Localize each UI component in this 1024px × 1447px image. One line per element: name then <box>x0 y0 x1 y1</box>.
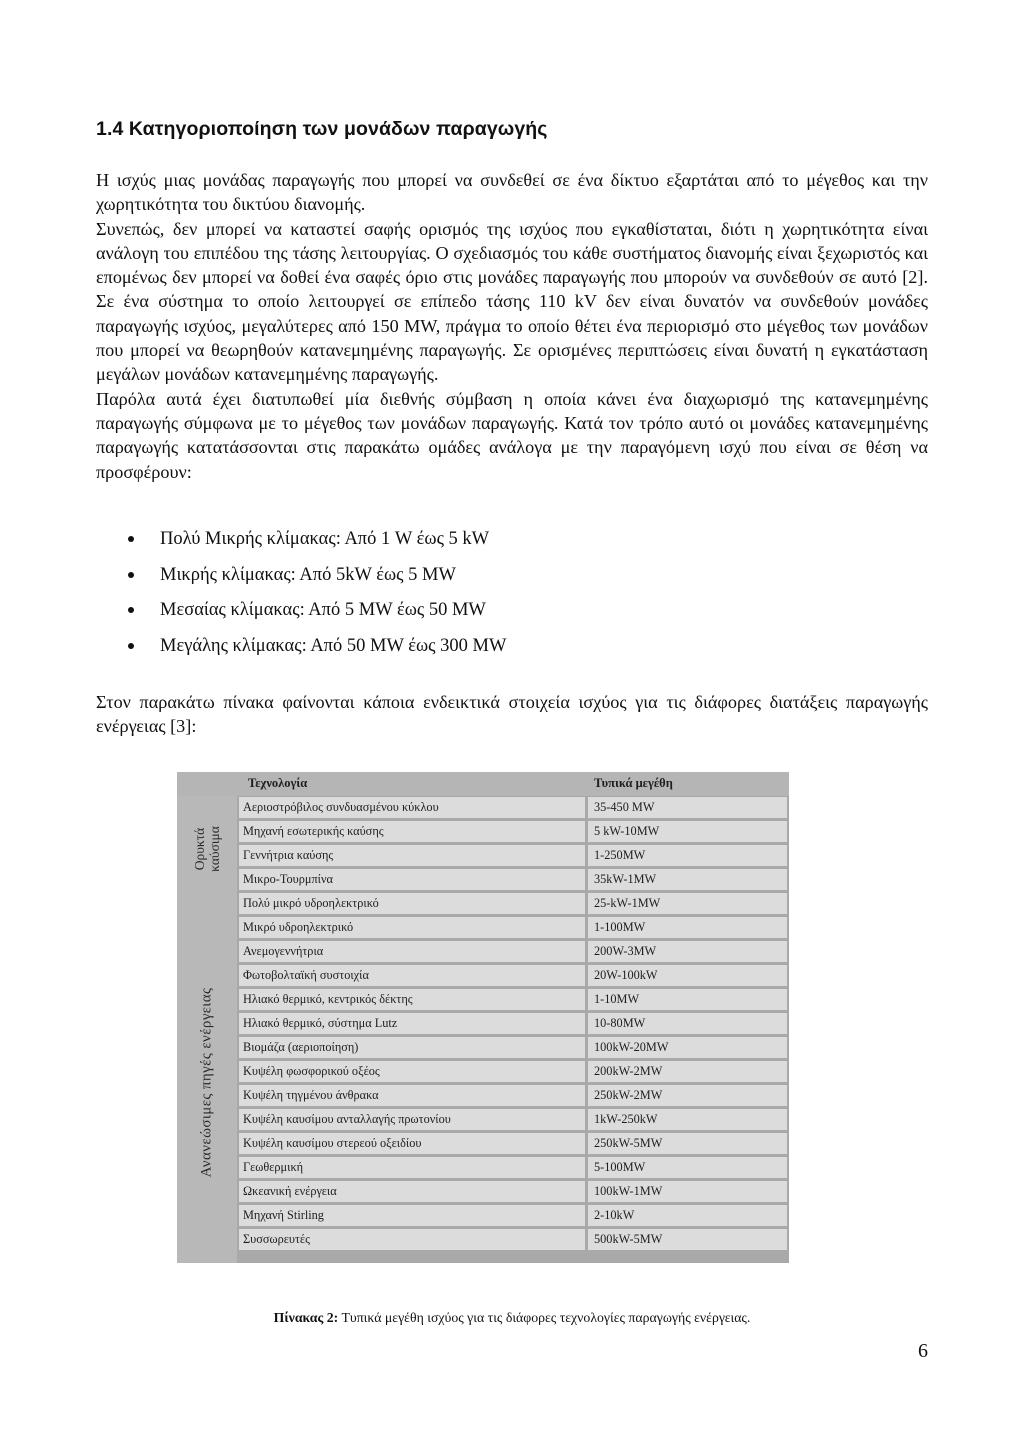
section-heading: 1.4 Κατηγοριοποίηση των μονάδων παραγωγής <box>96 118 548 140</box>
list-item-text: Πολύ Μικρής κλίμακας: Από 1 W έως 5 kW <box>160 529 490 549</box>
technology-cell: Βιομάζα (αεριοποίηση) <box>239 1037 585 1058</box>
paragraph-1: Η ισχύς μιας μονάδας παραγωγής που μπορεί να συνδεθεί σε ένα δίκτυο εξαρτάται από το μέγεθος και την χωρητικότητα του δικτύου διανομής. <box>96 170 928 215</box>
list-item-text: Μεγάλης κλίμακας: Από 50 MW έως 300 MW <box>160 635 507 656</box>
list-item-text: Μεσαίας κλίμακας: Από 5 MW έως 50 MW <box>160 600 486 620</box>
list-item <box>96 562 928 598</box>
size-cell: 500kW-5MW <box>588 1229 787 1250</box>
header-typical-size: Τυπικά μεγέθη <box>594 776 673 790</box>
technology-cell: Ωκεανική ενέργεια <box>239 1181 585 1202</box>
table-row <box>237 1228 789 1250</box>
size-cell: 5-100MW <box>588 1157 787 1178</box>
paragraph-3: Παρόλα αυτά έχει διατυπωθεί μία διεθνής σύμβαση η οποία κάνει ένα διαχωρισμό της κατανεμημένης παραγωγής σύμφωνα με το μέγεθος των μονάδων παραγωγής. Κατά τον τρόπο αυτό οι μονάδες κατανεμημένης παραγωγής κατατάσσονται στις παρακάτω ομάδες ανάλογα με την παραγόμενη ισχύ που είναι σε θέση να προσφέρουν: <box>96 388 928 482</box>
size-cell: 35-450 MW <box>588 797 787 818</box>
technology-cell: Ηλιακό θερμικό, κεντρικός δέκτης <box>239 989 585 1010</box>
technology-cell: Κυψέλη καυσίμου ανταλλαγής πρωτονίου <box>239 1109 585 1130</box>
table-row <box>237 988 789 1010</box>
size-cell: 250kW-2MW <box>588 1085 787 1106</box>
table-row <box>237 1204 789 1226</box>
table-row <box>237 1156 789 1178</box>
table-row <box>237 796 789 818</box>
table-caption <box>96 1310 928 1326</box>
size-cell: 5 kW-10MW <box>588 821 787 842</box>
technology-cell: Κυψέλη καυσίμου στερεού οξειδίου <box>239 1133 585 1154</box>
bullet-icon <box>128 572 134 578</box>
table-row <box>237 1060 789 1082</box>
page-number: 6 <box>918 1340 928 1362</box>
caption-text: Τυπικά μεγέθη ισχύος για τις διάφορες τεχνολογίες παραγωγής ενέργειας. <box>338 1310 751 1325</box>
technology-table <box>177 772 789 1263</box>
table-row <box>237 1180 789 1202</box>
technology-cell: Μικρό υδροηλεκτρικό <box>239 917 585 938</box>
size-cell: 25-kW-1MW <box>588 893 787 914</box>
group-renewables <box>177 902 237 1263</box>
technology-cell: Μηχανή εσωτερικής καύσης <box>239 821 585 842</box>
size-cell: 200W-3MW <box>588 941 787 962</box>
size-cell: 100kW-1MW <box>588 1181 787 1202</box>
size-cell: 1-10MW <box>588 989 787 1010</box>
technology-cell: Μικρο-Τουρμπίνα <box>239 869 585 890</box>
table-row <box>237 820 789 842</box>
technology-cell: Ανεμογεννήτρια <box>239 941 585 962</box>
size-cell: 2-10kW <box>588 1205 787 1226</box>
table-row <box>237 892 789 914</box>
document-page <box>96 0 928 1447</box>
table-row <box>237 1108 789 1130</box>
technology-cell: Συσσωρευτές <box>239 1229 585 1250</box>
bullet-icon <box>128 643 134 649</box>
size-cell: 250kW-5MW <box>588 1133 787 1154</box>
table-header <box>177 772 789 796</box>
group-label: Ανανεώσιμες πηγές ενέργειας <box>198 987 215 1178</box>
list-item <box>96 597 928 633</box>
paragraph-2: Συνεπώς, δεν μπορεί να καταστεί σαφής ορισμός της ισχύος που εγκαθίσταται, διότι η χωρητικότητα είναι ανάλογη του επιπέδου της τάσης λειτουργίας. Ο σχεδιασμός του κάθε συστήματος διανομής είναι ξεχωριστός και επομένως δεν μπορεί να δοθεί ένα σαφές όριο στις μονάδες παραγωγής που μπορούν να συνδεθούν σε αυτό [2]. Σε ένα σύστημα το οποίο λειτουργεί σε επίπεδο τάσης 110 kV δεν είναι δυνατόν να συνδεθούν μονάδες παραγωγής ισχύος, μεγαλύτερες από 150 MW, πράγμα το οποίο θέτει ένα περιορισμό στο μέγεθος των μονάδων που μπορεί να θεωρηθούν κατανεμημένης παραγωγής. Σε ορισμένες περιπτώσεις είναι δυνατή η εγκατάσταση μεγάλων μονάδων κατανεμημένης παραγωγής. <box>96 218 928 385</box>
technology-cell: Κυψέλη φωσφορικού οξέος <box>239 1061 585 1082</box>
size-cell: 200kW-2MW <box>588 1061 787 1082</box>
technology-cell: Μηχανή Stirling <box>239 1205 585 1226</box>
size-cell: 1-100MW <box>588 917 787 938</box>
list-item <box>96 633 928 669</box>
table-intro-paragraph: Στον παρακάτω πίνακα φαίνονται κάποια ενδεικτικά στοιχεία ισχύος για τις διάφορες διατάξεις παραγωγής ενέργειας [3]: <box>96 692 928 737</box>
scale-category-list <box>96 526 928 668</box>
group-label: Ορυκτά καύσιμα <box>192 826 222 872</box>
table-row <box>237 868 789 890</box>
table-row <box>237 1132 789 1154</box>
table-row <box>237 964 789 986</box>
group-fossil-fuels <box>177 796 237 902</box>
table-row <box>237 916 789 938</box>
header-technology: Τεχνολογία <box>248 776 308 790</box>
table-row <box>237 1012 789 1034</box>
technology-cell: Γεωθερμική <box>239 1157 585 1178</box>
size-cell: 1-250MW <box>588 845 787 866</box>
technology-cell: Γεννήτρια καύσης <box>239 845 585 866</box>
technology-cell: Αεριοστρόβιλος συνδυασμένου κύκλου <box>239 797 585 818</box>
table-row <box>237 1036 789 1058</box>
size-cell: 20W-100kW <box>588 965 787 986</box>
size-cell: 1kW-250kW <box>588 1109 787 1130</box>
size-cell: 35kW-1MW <box>588 869 787 890</box>
list-item-text: Μικρής κλίμακας: Από 5kW έως 5 MW <box>160 564 456 585</box>
size-cell: 10-80MW <box>588 1013 787 1034</box>
table-row <box>237 940 789 962</box>
size-cell: 100kW-20MW <box>588 1037 787 1058</box>
table-row <box>237 844 789 866</box>
technology-cell: Κυψέλη τηγμένου άνθρακα <box>239 1085 585 1106</box>
bullet-icon <box>128 536 134 542</box>
technology-cell: Φωτοβολταϊκή συστοιχία <box>239 965 585 986</box>
table-row <box>237 1084 789 1106</box>
technology-cell: Ηλιακό θερμικό, σύστημα Lutz <box>239 1013 585 1034</box>
caption-label: Πίνακας 2: <box>273 1310 339 1325</box>
technology-cell: Πολύ μικρό υδροηλεκτρικό <box>239 893 585 914</box>
body-text <box>96 168 928 484</box>
list-item <box>96 526 928 562</box>
bullet-icon <box>128 607 134 613</box>
